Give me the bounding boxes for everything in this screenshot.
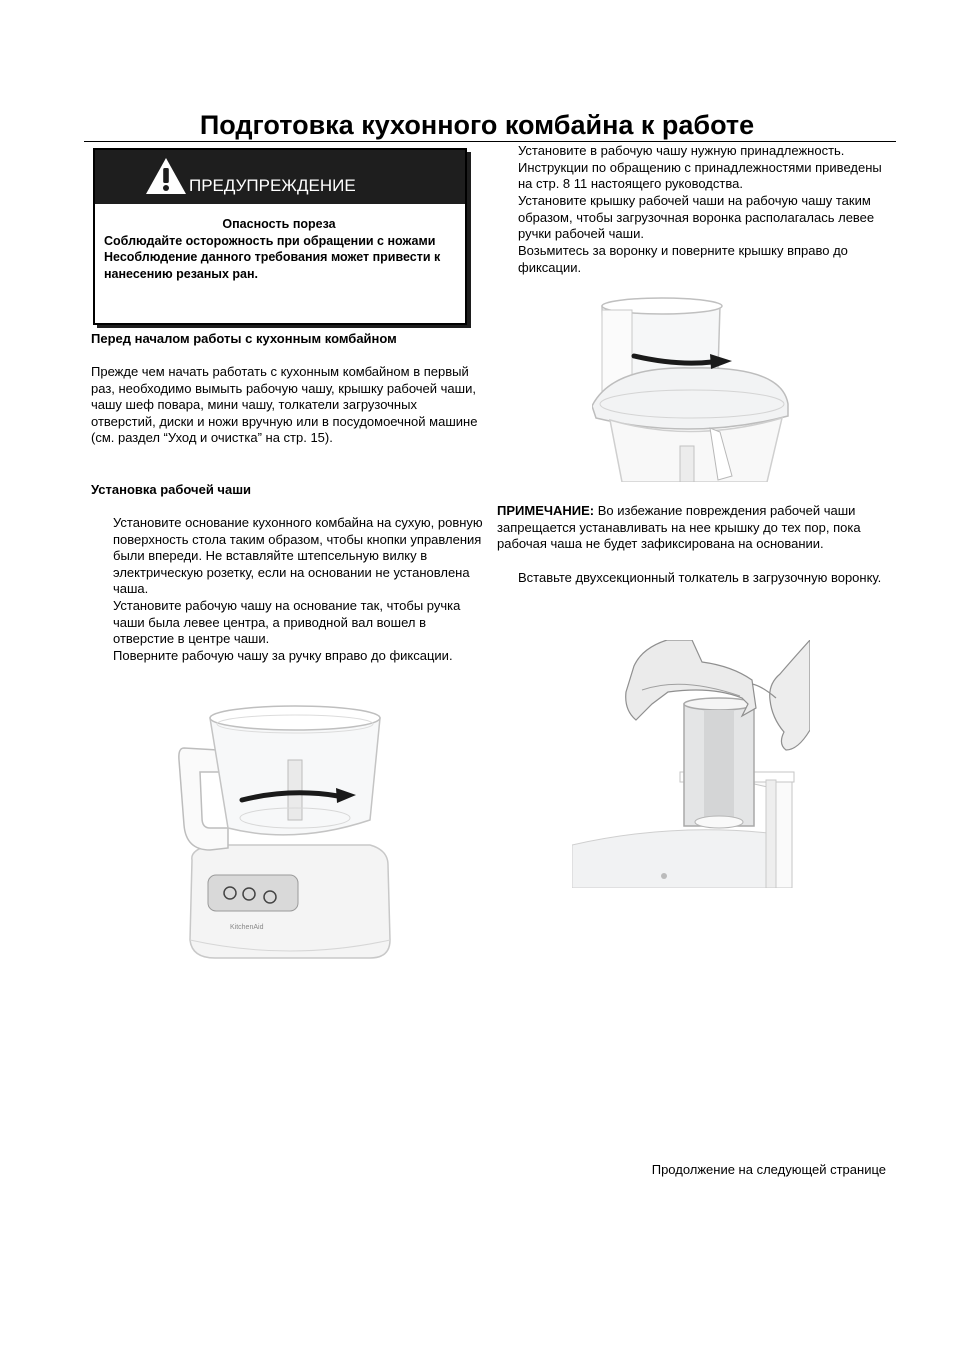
step-rotate-lid: Возьмитесь за воронку и поверните крышку вправо до фиксации. xyxy=(518,243,848,275)
warning-header xyxy=(95,150,465,204)
food-processor-bowl-illustration xyxy=(170,700,400,965)
note-paragraph xyxy=(497,503,889,553)
warning-shadow-bottom xyxy=(97,325,471,328)
heading-bowl-install: Установка рабочей чаши xyxy=(91,482,252,497)
warning-shadow-right xyxy=(467,152,471,328)
warning-line-2: Несоблюдение данного требования может привести к нанесению резаных ран. xyxy=(104,250,441,281)
step-lid: Установите крышку рабочей чаши на рабочую чашу таким образом, чтобы загрузочная воронка располагалась левее ручки рабочей чаши. xyxy=(518,193,875,242)
step-accessory: Установите в рабочую чашу нужную принадлежность. Инструкции по обращению с принадлежностями приведены на стр. 8 11 настоящего руководства. xyxy=(518,143,882,192)
heading-before-use: Перед началом работы с кухонным комбайном xyxy=(91,331,397,346)
step-bowl: Установите рабочую чашу на основание так, чтобы ручка чаши была левее центра, а приводной вал вошел в отверстие в центре чаши. xyxy=(113,598,461,647)
paragraph-before-use: Прежде чем начать работать с кухонным комбайном в первый раз, необходимо вымыть рабочую чашу, крышку рабочей чаши, чашу шеф повара, мини чашу, толкатели загрузочных отверстий, диски и ножи вручную или в посудомоечной машине (см. раздел “Уход и очистка” на стр. 15). xyxy=(91,364,478,446)
lid-rotation-illustration xyxy=(592,296,792,482)
title-rule xyxy=(84,141,896,142)
warning-box xyxy=(93,148,467,325)
warning-line-1: Соблюдайте осторожность при обращении с ножами xyxy=(104,233,436,248)
brand-logo-text: KitchenAid xyxy=(230,924,264,931)
step-pusher: Вставьте двухсекционный толкатель в загрузочную воронку. xyxy=(518,570,882,585)
step-base: Установите основание кухонного комбайна на сухую, ровную поверхность стола таким образом, чтобы кнопки управления были впереди. Не вставляйте штепсельную вилку в электрическую розетку, если на основании не установлена чаша. xyxy=(113,515,483,597)
warning-subtitle: Опасность пореза xyxy=(222,217,336,231)
warning-body xyxy=(104,216,454,282)
step-rotate-bowl: Поверните рабочую чашу за ручку вправо до фиксации. xyxy=(113,648,453,663)
warning-triangle-icon xyxy=(145,157,187,195)
footer-continue: Продолжение на следующей странице xyxy=(651,1162,886,1177)
warning-label: ПРЕДУПРЕЖДЕНИЕ xyxy=(189,176,356,195)
note-label: ПРИМЕЧАНИЕ: xyxy=(497,503,595,518)
page-title: Подготовка кухонного комбайна к работе xyxy=(199,110,755,140)
note-text: Во избежание повреждения рабочей чаши запрещается устанавливать на нее крышку до тех пор, пока рабочая чаша не будет зафиксирована на основании. xyxy=(497,503,861,552)
pusher-insert-illustration xyxy=(572,640,810,888)
